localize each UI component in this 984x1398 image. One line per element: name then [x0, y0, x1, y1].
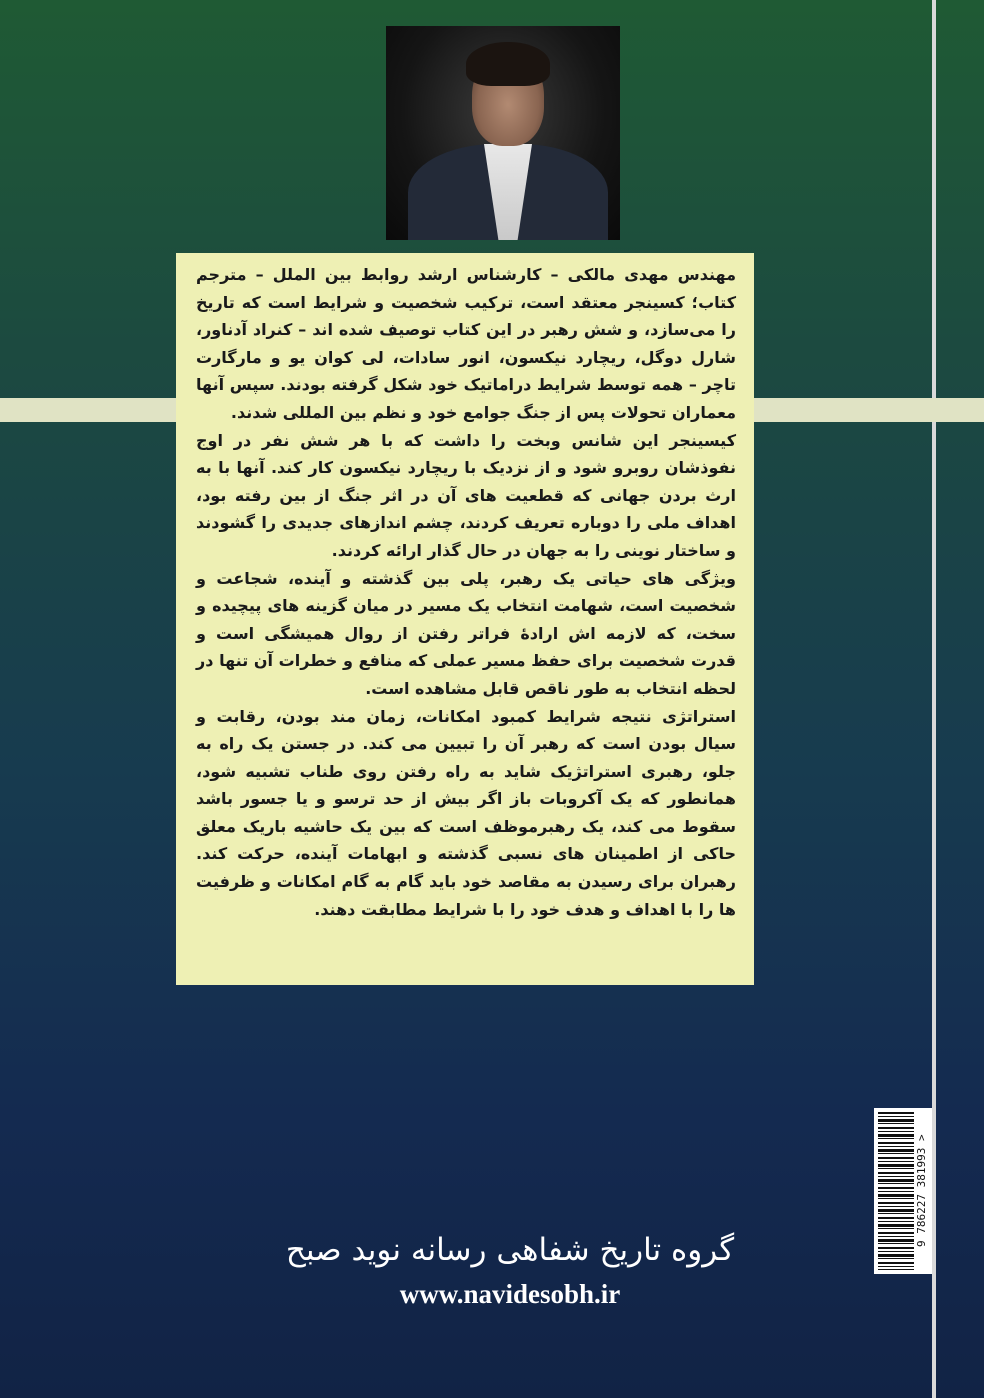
paragraph-intro: مهندس مهدی مالکی – کارشناس ارشد روابط بین الملل – مترجم کتاب؛ کسینجر معتقد است، ترکیب شخصیت و شرایط است که تاریخ را می‌سازد، و شش رهبر در این کتاب توصیف شده اند – کنراد آدناور، شارل دوگل، ریچارد نیکسون، انور سادات، لی کوان یو و مارگارت تاچر – همه توسط شرایط دراماتیک خود شکل گرفته بودند. سپس آنها معماران تحولات پس از جنگ جوامع خود و نظم بین المللی شدند.: [196, 265, 736, 422]
author-photo: [386, 26, 620, 240]
paragraph-kissinger: کیسینجر این شانس وبخت را داشت که با هر شش نفر در اوج نفوذشان روبرو شود و از نزدیک با ریچارد نیکسون کار کند. آنها با به ارث بردن جهانی که قطعیت های آن در اثر جنگ از بین رفته بود، اهداف ملی را دوباره تعریف کردند، چشم اندازهای جدیدی را گشودند و ساختار نوینی را به جهان در حال گذار ارائه کردند.: [196, 430, 736, 560]
barcode-bars: [878, 1112, 914, 1270]
barcode-digits: 9 786227 381993 >: [915, 1134, 928, 1248]
paragraph-leadership: ویژگی های حیاتی یک رهبر، پلی بین گذشته و آینده، شجاعت و شخصیت است، شهامت انتخاب یک مسیر در میان گزینه های پیچیده و سخت، که لازمه اش ارادهٔ فراتر رفتن از روال همیشگی است و قدرت شخصیت برای حفظ مسیر عملی که منافع و خطرات آن تنها در لحظه انتخاب به طور ناقص قابل مشاهده است.: [196, 568, 736, 698]
spine-edge-line: [932, 0, 936, 1398]
isbn-barcode: [874, 1108, 932, 1274]
description-panel: [176, 253, 754, 985]
paragraph-strategy: استراتژی نتیجه شرایط کمبود امکانات، زمان مند بودن، رقابت و سیال بودن است که رهبر آن را تبیین می کند. در جستن یک راه به جلو، رهبری استراتژیک شاید به راه رفتن روی طناب تشبیه شود، همانطور که یک آکروبات باز اگر بیش از حد ترسو و یا جسور باشد سقوط می کند، یک رهبرموظف است که بین یک حاشیه باریک معلق حاکی از اطمینان های نسبی گذشته و ابهامات آینده، حرکت کند. رهبران برای رسیدن به مقاصد خود باید گام به گام امکانات و ظرفیت ها را با اهداف و هدف خود را با شرایط مطابقت دهند.: [196, 706, 736, 919]
photo-hair: [466, 42, 550, 86]
publisher-name: گروه تاریخ شفاهی رسانه نوید صبح: [285, 1232, 735, 1268]
publisher-website: www.navidesobh.ir: [399, 1279, 621, 1309]
